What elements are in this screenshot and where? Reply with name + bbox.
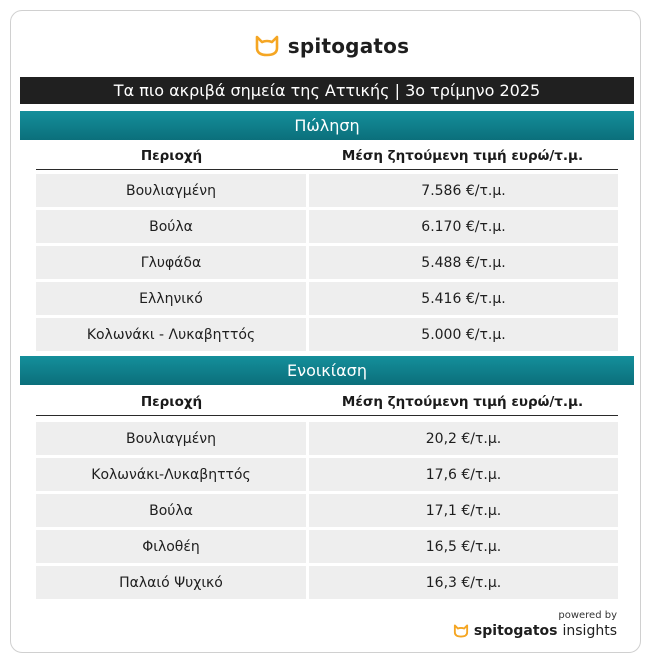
- column-header-area: Περιοχή: [140, 148, 203, 164]
- table-row: [36, 422, 618, 455]
- price-cell: 16,5 €/τ.μ.: [309, 530, 618, 563]
- price-cell: 5.000 €/τ.μ.: [309, 318, 618, 351]
- area-cell: Κολωνάκι-Λυκαβηττός: [36, 458, 306, 491]
- footer-logo: [453, 623, 617, 639]
- table-row: [36, 494, 618, 527]
- column-header-price: Μέση ζητούμενη τιμή ευρώ/τ.μ.: [341, 148, 584, 164]
- header-logo: [0, 34, 663, 58]
- footer-brand-name: spitogatos: [473, 623, 558, 639]
- sale-section-header: Πώληση: [20, 111, 634, 140]
- area-cell: Κολωνάκι - Λυκαβηττός: [36, 318, 306, 351]
- powered-by-label: powered by: [558, 610, 617, 621]
- area-cell: Γλυφάδα: [36, 246, 306, 279]
- table-row: [36, 566, 618, 599]
- footer-brand-suffix: insights: [562, 623, 617, 639]
- area-cell: Βούλα: [36, 210, 306, 243]
- page-title: Τα πιο ακριβά σημεία της Αττικής | 3ο τρίμηνο 2025: [20, 77, 634, 104]
- price-cell: 20,2 €/τ.μ.: [309, 422, 618, 455]
- table-row: [36, 530, 618, 563]
- price-cell: 5.416 €/τ.μ.: [309, 282, 618, 315]
- area-cell: Βουλιαγμένη: [36, 174, 306, 207]
- table-row: [36, 458, 618, 491]
- table-row: [36, 282, 618, 315]
- area-cell: Παλαιό Ψυχικό: [36, 566, 306, 599]
- area-cell: Βούλα: [36, 494, 306, 527]
- area-cell: Φιλοθέη: [36, 530, 306, 563]
- area-cell: Ελληνικό: [36, 282, 306, 315]
- price-cell: 7.586 €/τ.μ.: [309, 174, 618, 207]
- price-cell: 16,3 €/τ.μ.: [309, 566, 618, 599]
- area-cell: Βουλιαγμένη: [36, 422, 306, 455]
- price-cell: 17,6 €/τ.μ.: [309, 458, 618, 491]
- cat-logo-icon: [453, 624, 469, 638]
- sale-column-headers: [36, 143, 618, 170]
- price-cell: 5.488 €/τ.μ.: [309, 246, 618, 279]
- column-header-price: Μέση ζητούμενη τιμή ευρώ/τ.μ.: [341, 394, 584, 410]
- cat-logo-icon: [254, 35, 280, 57]
- column-header-area: Περιοχή: [140, 394, 203, 410]
- price-cell: 17,1 €/τ.μ.: [309, 494, 618, 527]
- brand-name: spitogatos: [287, 34, 410, 58]
- table-row: [36, 318, 618, 351]
- table-row: [36, 174, 618, 207]
- price-cell: 6.170 €/τ.μ.: [309, 210, 618, 243]
- rent-section-header: Ενοικίαση: [20, 356, 634, 385]
- table-row: [36, 246, 618, 279]
- table-row: [36, 210, 618, 243]
- rent-column-headers: [36, 389, 618, 416]
